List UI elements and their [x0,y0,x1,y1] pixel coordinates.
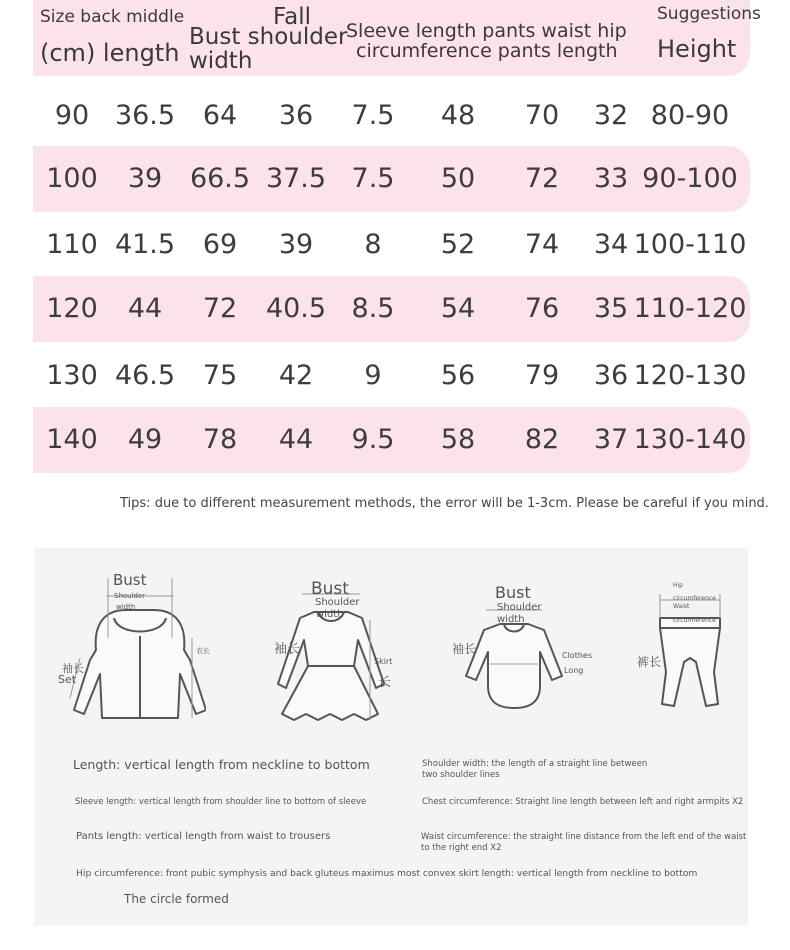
measurement-guide-panel [34,548,748,926]
cell-fall: 8.5 [351,293,395,324]
header-fall: Fall [273,4,311,30]
desc-sleeve: Sleeve length: vertical length from shoulder line to bottom of sleeve [75,797,367,807]
cell-back-length: 44 [127,293,163,324]
cell-waist-hip: 76 [524,293,560,324]
cell-height: 90-100 [642,163,738,194]
pants-icon [650,588,730,718]
romper-shoulder-label: Shoulder [497,602,542,613]
desc-hip: Hip circumference: front pubic symphysis and back gluteus maximus most convex skirt length: vertical length from neckline to bottom [76,868,698,879]
cell-height: 110-120 [633,293,747,324]
cell-sleeve: 58 [440,424,476,455]
cell-fall: 9.5 [351,424,395,455]
cell-fall: 9 [364,360,382,391]
cell-pants-length: 34 [593,229,629,260]
cell-sleeve: 56 [440,360,476,391]
pants-hip-label: Hip [673,582,683,589]
desc-shoulder-2: two shoulder lines [422,770,500,780]
table-row [33,276,750,342]
cell-sleeve: 52 [440,229,476,260]
table-row [33,212,750,278]
cell-size: 120 [46,293,98,324]
hooded-coat-icon [56,578,206,728]
cell-sleeve: 48 [440,100,476,131]
dress-bust-label: Bust [311,579,349,599]
cell-pants-length: 36 [593,360,629,391]
cell-shoulder: 39 [278,229,314,260]
table-row [33,146,750,212]
cell-shoulder: 42 [278,360,314,391]
header-size-back-middle: Size back middle [40,7,185,27]
cell-height: 80-90 [650,100,730,131]
table-row [33,407,750,473]
cell-bust: 69 [202,229,238,260]
coat-length-cn-label: 衣长 [196,647,210,655]
table-row [33,83,750,149]
cell-height: 120-130 [633,360,747,391]
cell-back-length: 49 [127,424,163,455]
desc-circle: The circle formed [124,892,229,906]
desc-waist-2: to the right end X2 [421,843,502,853]
romper-bust-label: Bust [495,583,531,602]
cell-back-length: 41.5 [114,229,176,260]
pants-waist-label: Waist [673,603,690,610]
coat-width-label: width [116,603,136,611]
cell-shoulder: 36 [278,100,314,131]
cell-pants-length: 35 [593,293,629,324]
romper-sleeve-cn-label: 袖长 [452,642,477,656]
cell-fall: 7.5 [351,100,395,131]
cell-back-length: 36.5 [114,100,176,131]
romper-long-label: Long [564,666,584,675]
cell-size: 100 [46,163,98,194]
cell-height: 130-140 [633,424,747,455]
coat-bust-label: Bust [113,571,147,589]
cell-bust: 78 [202,424,238,455]
header-sleeve-waist-hip: Sleeve length pants waist hip [346,20,627,42]
cell-waist-hip: 82 [524,424,560,455]
romper-clothes-label: Clothes [562,651,592,660]
dress-length-cn-label: 长 [378,675,392,690]
desc-pants: Pants length: vertical length from waist to trousers [76,831,331,842]
cell-bust: 66.5 [189,163,251,194]
header-cm-length: (cm) length [40,39,180,67]
pants-circumference-2-label: circumference [673,617,716,624]
cell-sleeve: 50 [440,163,476,194]
dress-skirt-label: Skirt [374,657,393,666]
cell-shoulder: 44 [278,424,314,455]
cell-pants-length: 37 [593,424,629,455]
pants-circumference-1-label: circumference [673,595,716,602]
cell-pants-length: 32 [593,100,629,131]
coat-shoulder-label: Shoulder [114,592,146,600]
desc-length: Length: vertical length from neckline to bottom [73,757,370,772]
table-row [33,343,750,409]
cell-size: 90 [54,100,90,131]
cell-size: 140 [46,424,98,455]
header-height: Height [657,35,737,63]
cell-fall: 7.5 [351,163,395,194]
cell-waist-hip: 79 [524,360,560,391]
cell-waist-hip: 70 [524,100,560,131]
cell-pants-length: 33 [593,163,629,194]
cell-bust: 64 [202,100,238,131]
header-suggestions: Suggestions [657,4,761,24]
cell-waist-hip: 74 [524,229,560,260]
romper-width-label: width [497,614,525,625]
dress-width-label: width [316,609,344,620]
header-bust-shoulder: Bust shoulder [189,24,348,50]
cell-size: 110 [46,229,98,260]
cell-size: 130 [46,360,98,391]
coat-sleeve-cn-label: 袖长 [62,662,84,675]
desc-shoulder-1: Shoulder width: the length of a straight line between [422,759,648,769]
cell-shoulder: 40.5 [265,293,327,324]
cell-waist-hip: 72 [524,163,560,194]
desc-chest: Chest circumference: Straight line length between left and right armpits X2 [422,797,744,807]
cell-back-length: 39 [127,163,163,194]
measurement-tips: Tips: due to different measurement methods, the error will be 1-3cm. Please be careful if you mind. [120,496,769,511]
dress-shoulder-label: Shoulder [315,597,360,608]
cell-back-length: 46.5 [114,360,176,391]
cell-bust: 72 [202,293,238,324]
cell-fall: 8 [364,229,382,260]
desc-waist-1: Waist circumference: the straight line distance from the left end of the waist [421,832,747,842]
cell-sleeve: 54 [440,293,476,324]
cell-shoulder: 37.5 [265,163,327,194]
cell-bust: 75 [202,360,238,391]
dress-sleeve-cn-label: 袖长 [274,642,301,657]
cell-height: 100-110 [633,229,747,260]
coat-set-label: Set [58,673,77,686]
pants-length-cn-label: 裤长 [637,655,662,669]
header-circumference-pants-length: circumference pants length [356,40,618,62]
header-width: width [189,48,253,74]
